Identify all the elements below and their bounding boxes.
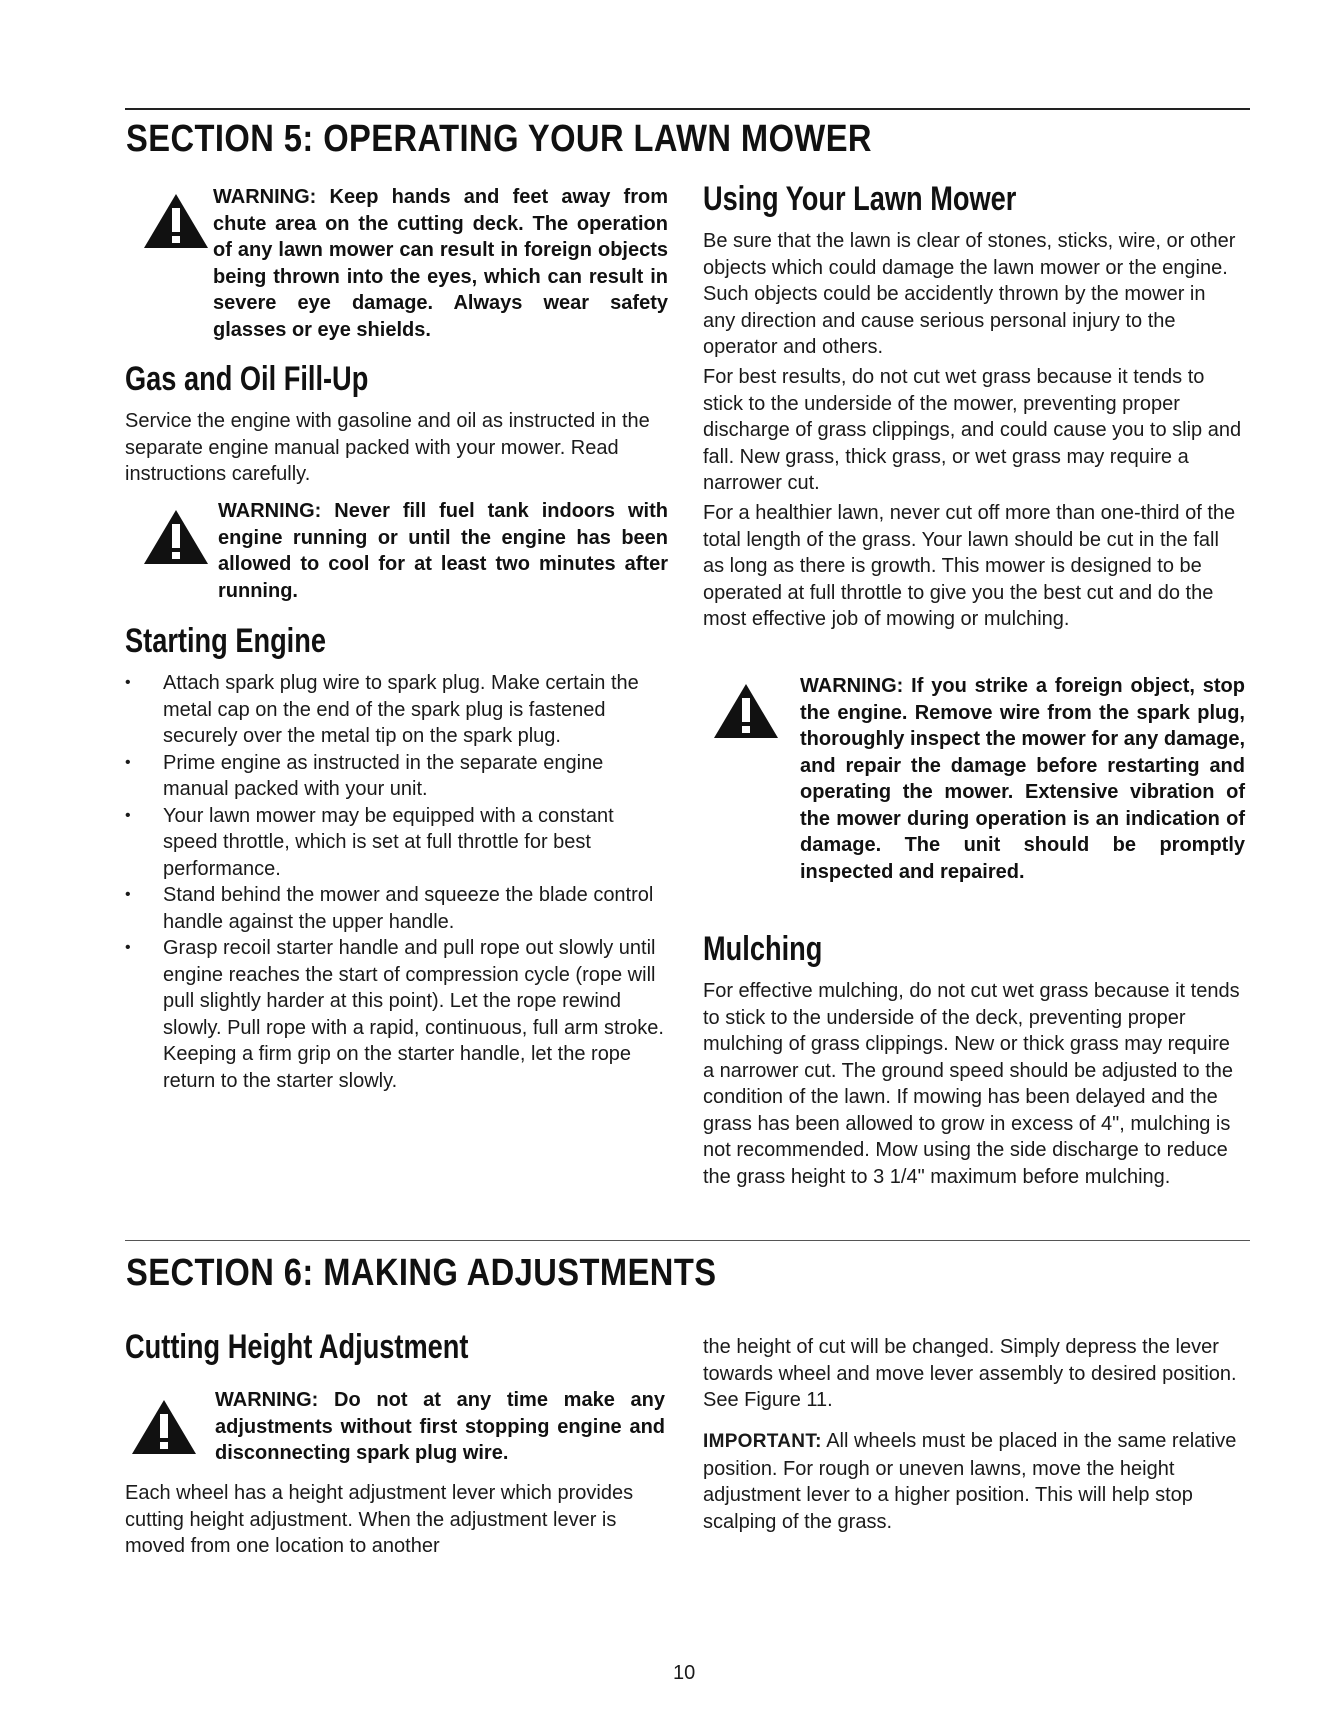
using-lawn-mower-heading: Using Your Lawn Mower xyxy=(703,180,1017,218)
list-item: • Stand behind the mower and squeeze the blade control handle against the upper handle. xyxy=(125,882,665,935)
starting-engine-steps xyxy=(125,670,665,1094)
list-item: • Attach spark plug wire to spark plug. Make certain the metal cap on the end of the spark plug is fastened securely over the metal tip on the spark plug. xyxy=(125,670,665,750)
using-p3: For a healthier lawn, never cut off more than one-third of the total length of the grass. Your lawn should be cut in the fall as long as there is growth. This mower is designed to be operated at full throttle to give you the best cut and do the most effective job of mowing or mulching. xyxy=(703,502,1236,630)
using-p1: Be sure that the lawn is clear of stones, sticks, wire, or other objects which could damage the lawn mower or the engine. Such objects could be accidently thrown by the mower in any direction and cause serious personal injury to the operator and others. xyxy=(703,230,1236,358)
warning-adjustments-text: WARNING: Do not at any time make any adjustments without first stopping engine and disconnecting spark plug wire. xyxy=(215,1389,665,1464)
section-divider xyxy=(125,1240,1250,1241)
mulching-text: For effective mulching, do not cut wet grass because it tends to stick to the underside of the deck, preventing proper mulching of grass clippings. New or thick grass may require a narrower cut. The ground speed should be adjusted to the condition of the lawn. If mowing has been delayed and the grass has been allowed to grow in excess of 4", mulching is not recommended. Mow using the side discharge to reduce the grass height to 3 1/4" maximum before mulching. xyxy=(703,980,1240,1188)
using-p2: For best results, do not cut wet grass because it tends to stick to the underside of the mower, preventing proper discharge of grass clippings, and could cause you to slip and fall. New grass, thick grass, or wet grass may require a narrower cut. xyxy=(703,366,1242,494)
list-item: • Prime engine as instructed in the separate engine manual packed with your unit. xyxy=(125,750,665,803)
list-item: • Your lawn mower may be equipped with a constant speed throttle, which is set at full throttle for best performance. xyxy=(125,803,665,883)
mulching-heading: Mulching xyxy=(703,930,823,968)
gas-oil-heading: Gas and Oil Fill-Up xyxy=(125,360,369,398)
important-text: All wheels must be placed in the same relative position. For rough or uneven lawns, move the height adjustment lever to a higher position. This will help stop scalping of the grass. xyxy=(703,1430,1237,1533)
warning-chute-text: WARNING: Keep hands and feet away from chute area on the cutting deck. The operation of any lawn mower can result in foreign objects being thrown into the eyes, which can result in severe eye damage. Always wear safety glasses or eye shields. xyxy=(213,186,668,341)
warning-triangle-icon xyxy=(142,508,210,566)
warning-triangle-icon xyxy=(712,682,780,740)
section-6-title: SECTION 6: MAKING ADJUSTMENTS xyxy=(126,1252,717,1294)
cutting-height-text-right: the height of cut will be changed. Simply depress the lever towards wheel and move lever assembly to desired position. See Figure 11. xyxy=(703,1336,1237,1411)
list-item: • Grasp recoil starter handle and pull rope out slowly until engine reaches the start of compression cycle (rope will pull slightly harder at this point). Let the rope rewind slowly. Pull rope with a rapid, continuous, full arm stroke. Keeping a firm grip on the starter handle, let the rope return to the starter slowly. xyxy=(125,935,665,1094)
warning-triangle-icon xyxy=(142,192,210,250)
starting-engine-heading: Starting Engine xyxy=(125,622,326,660)
important-label: IMPORTANT: xyxy=(703,1431,822,1452)
warning-fuel-text: WARNING: Never fill fuel tank indoors with engine running or until the engine has been allowed to cool for at least two minutes after running. xyxy=(218,500,668,602)
top-rule xyxy=(125,108,1250,110)
warning-foreign-object-text: WARNING: If you strike a foreign object, stop the engine. Remove wire from the spark plug, thoroughly inspect the mower for any damage, and repair the damage before restarting and operating the mower. Extensive vibration of the mower during operation is an indication of damage. The unit should be promptly inspected and repaired. xyxy=(800,675,1245,883)
cutting-height-text-left: Each wheel has a height adjustment lever which provides cutting height adjustment. When the adjustment lever is moved from one location to another xyxy=(125,1482,634,1557)
gas-oil-text: Service the engine with gasoline and oil as instructed in the separate engine manual packed with your mower. Read instructions carefully. xyxy=(125,410,650,485)
cutting-height-heading: Cutting Height Adjustment xyxy=(125,1328,469,1366)
important-note xyxy=(703,1428,1243,1535)
warning-triangle-icon xyxy=(130,1398,198,1456)
page-number: 10 xyxy=(673,1662,696,1684)
section-5-title: SECTION 5: OPERATING YOUR LAWN MOWER xyxy=(126,118,872,160)
